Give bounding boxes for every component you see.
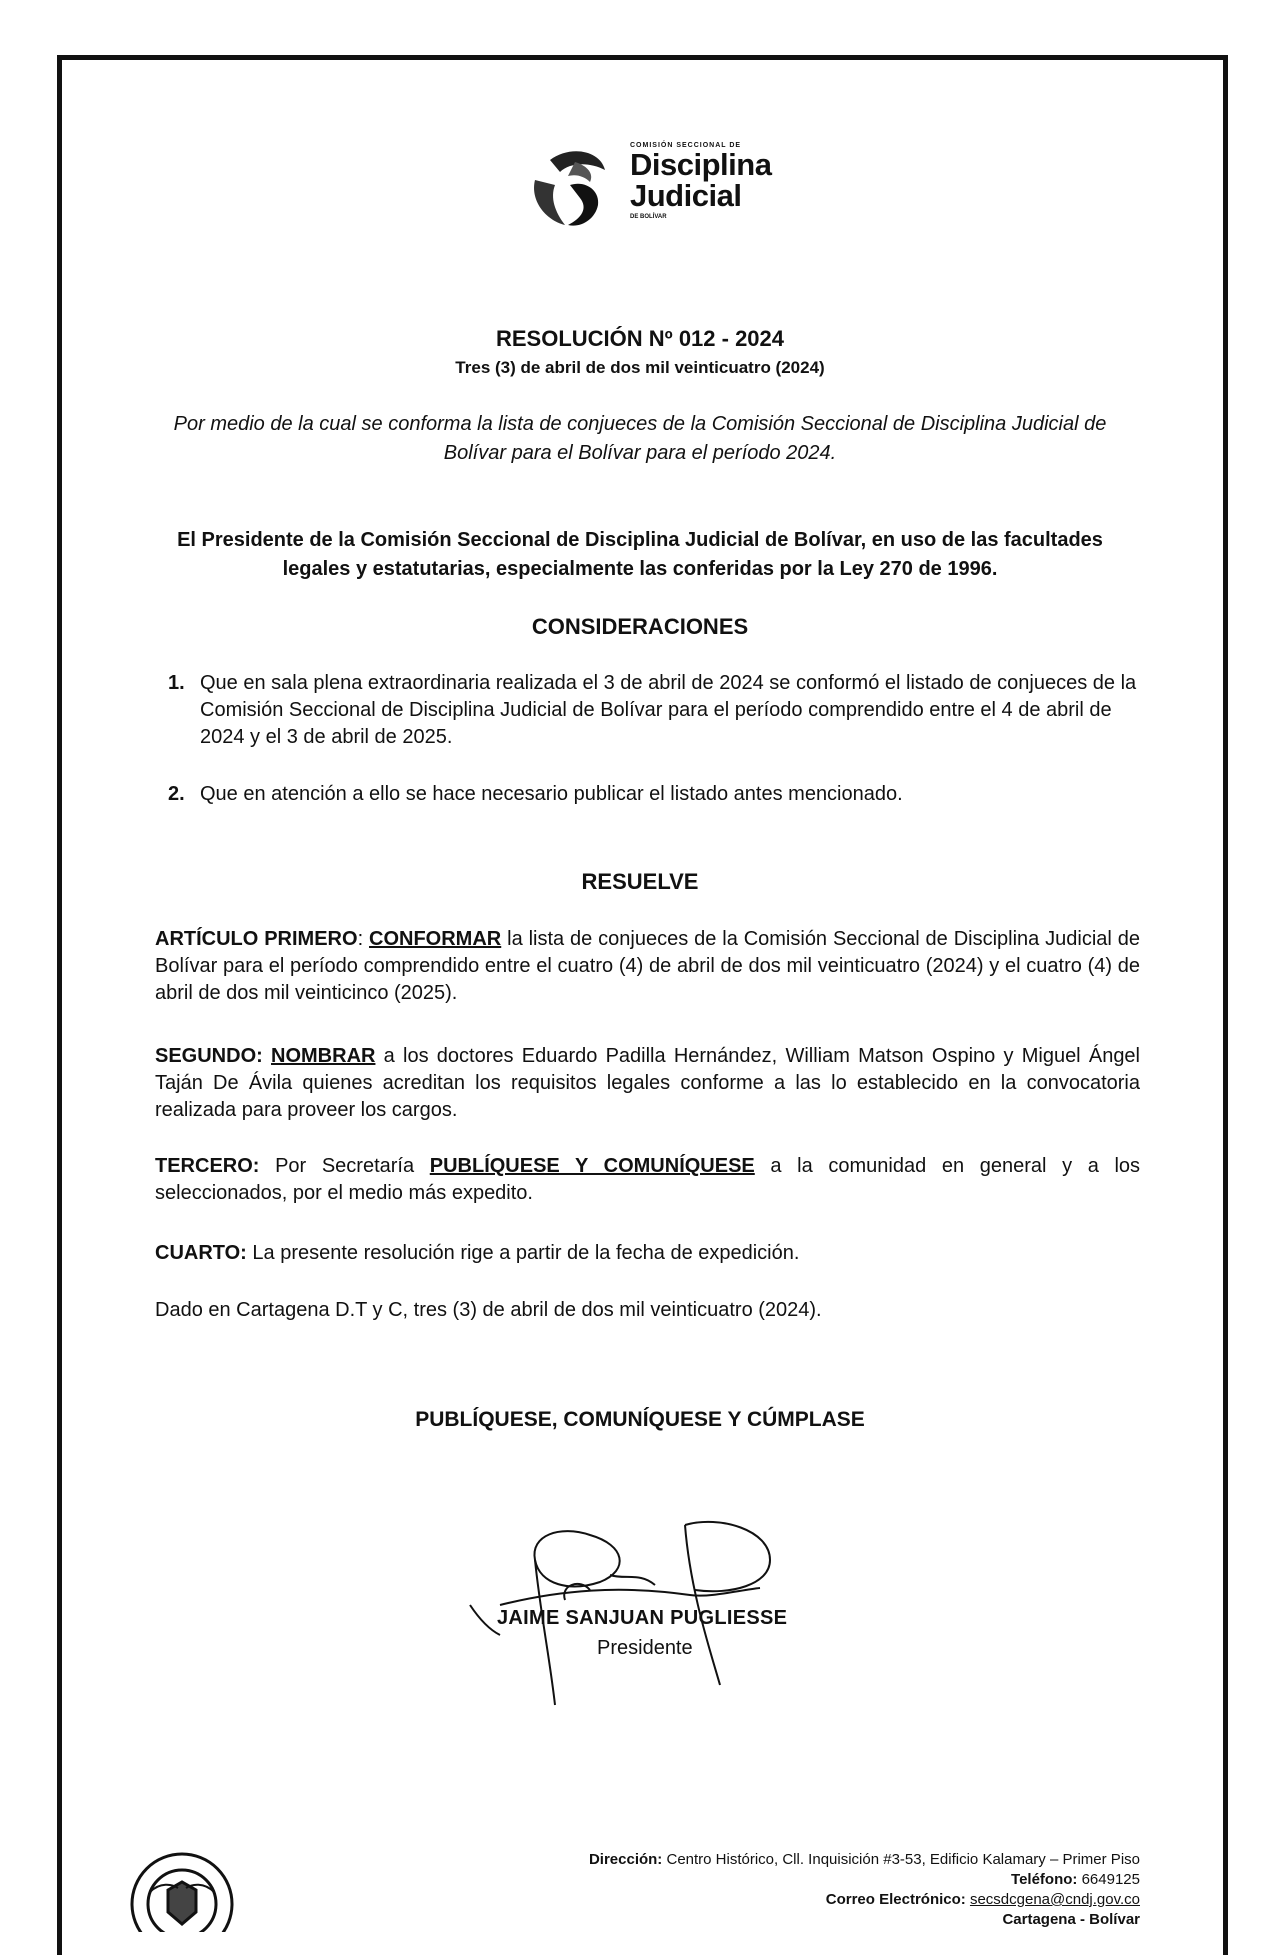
resolution-date: Tres (3) de abril de dos mil veinticuatro (2024) xyxy=(455,358,825,377)
email-link[interactable]: secsdcgena@cndj.gov.co xyxy=(969,1891,1140,1908)
article-label: SEGUNDO: xyxy=(155,1045,272,1067)
consideration-number: 1. xyxy=(168,672,185,694)
article-text-pre: Por Secretaría xyxy=(259,1155,430,1177)
resolution-summary: Por medio de la cual se conforma la lista de conjueces de la Comisión Seccional de Disciplina Judicial de Bolívar para el Bolívar para el período 2024. xyxy=(173,413,1107,464)
footer-email xyxy=(589,1890,1140,1910)
contact-footer xyxy=(589,1850,1140,1930)
article-label: CUARTO: xyxy=(155,1242,247,1264)
handwritten-signature xyxy=(440,1490,840,1720)
preamble: El Presidente de la Comisión Seccional de Disciplina Judicial de Bolívar, en uso de las facultades legales y estatutarias, especialmente las conferidas por la Ley 270 de 1996. xyxy=(177,529,1103,580)
logo-region: DE BOLÍVAR xyxy=(630,214,667,220)
article-action: PUBLÍQUESE Y COMUNÍQUESE xyxy=(429,1155,755,1177)
phone-value: 6649125 xyxy=(1077,1871,1140,1888)
logo-subtitle: COMISIÓN SECCIONAL DE xyxy=(630,142,742,149)
footer-address xyxy=(589,1850,1140,1870)
closing-statement: PUBLÍQUESE, COMUNÍQUESE Y CÚMPLASE xyxy=(415,1408,865,1431)
signatory-role: Presidente xyxy=(597,1637,693,1659)
article-first xyxy=(155,926,1140,1007)
article-text: a los doctores Eduardo Padilla Hernández, William Matson Ospino y Miguel Ángel Taján De Ávila quienes acreditan los requisitos legales conforme a las lo establecido en la convocatoria realizada para proveer los cargos. xyxy=(155,1045,1141,1121)
email-label: Correo Electrónico: xyxy=(825,1891,966,1908)
article-second xyxy=(155,1043,1140,1124)
consideration-number: 2. xyxy=(168,783,185,805)
article-label: TERCERO: xyxy=(155,1155,260,1177)
article-third xyxy=(155,1153,1140,1207)
article-separator: : xyxy=(357,928,370,950)
article-text: la lista de conjueces de la Comisión Seccional de Disciplina Judicial de Bolívar para el período comprendido entre el cuatro (4) de abril de dos mil veinticuatro (2024) y el cuatro (4) de abril de dos mil veinticinco (2025). xyxy=(155,928,1140,1004)
judicial-seal-icon xyxy=(120,1842,245,1932)
phone-label: Teléfono: xyxy=(1011,1871,1078,1888)
article-action: NOMBRAR xyxy=(271,1045,376,1067)
signatory-name: JAIME SANJUAN PUGLIESSE xyxy=(497,1607,788,1629)
article-text: La presente resolución rige a partir de la fecha de expedición. xyxy=(246,1242,800,1264)
resolution-number: 012 - 2024 xyxy=(678,326,785,351)
logo-swirl-icon xyxy=(520,140,620,240)
resolve-heading: RESUELVE xyxy=(581,869,699,894)
consideration-text: Que en sala plena extraordinaria realizada el 3 de abril de 2024 se conformó el listado de conjueces de la Comisión Seccional de Disciplina Judicial de Bolívar para el período comprendido entre el 4 de abril de 2024 y el 3 de abril de 2025. xyxy=(200,672,1137,748)
article-fourth xyxy=(155,1240,1140,1267)
footer-phone xyxy=(589,1870,1140,1890)
logo-title-line2: Judicial xyxy=(630,178,742,213)
consideration-item xyxy=(168,781,1143,808)
article-text: a la comunidad en general y a los seleccionados, por el medio más expedito. xyxy=(155,1155,1141,1204)
footer-city: Cartagena - Bolívar xyxy=(1002,1911,1140,1928)
given-statement: Dado en Cartagena D.T y C, tres (3) de abril de dos mil veinticuatro (2024). xyxy=(155,1299,822,1321)
address-label: Dirección: xyxy=(588,1851,663,1868)
resolution-prefix: RESOLUCIÓN Nº xyxy=(495,326,679,351)
resolution-title xyxy=(0,326,1280,352)
considerations-heading: CONSIDERACIONES xyxy=(531,614,749,639)
article-action: CONFORMAR xyxy=(369,928,502,950)
article-label: ARTÍCULO PRIMERO xyxy=(155,928,358,950)
address-value: Centro Histórico, Cll. Inquisición #3-53, Edificio Kalamary – Primer Piso xyxy=(662,1851,1140,1868)
logo-title-line1: Disciplina xyxy=(630,147,772,182)
consideration-item xyxy=(168,670,1143,751)
consideration-text: Que en atención a ello se hace necesario publicar el listado antes mencionado. xyxy=(200,783,903,805)
institution-logo xyxy=(520,130,780,250)
